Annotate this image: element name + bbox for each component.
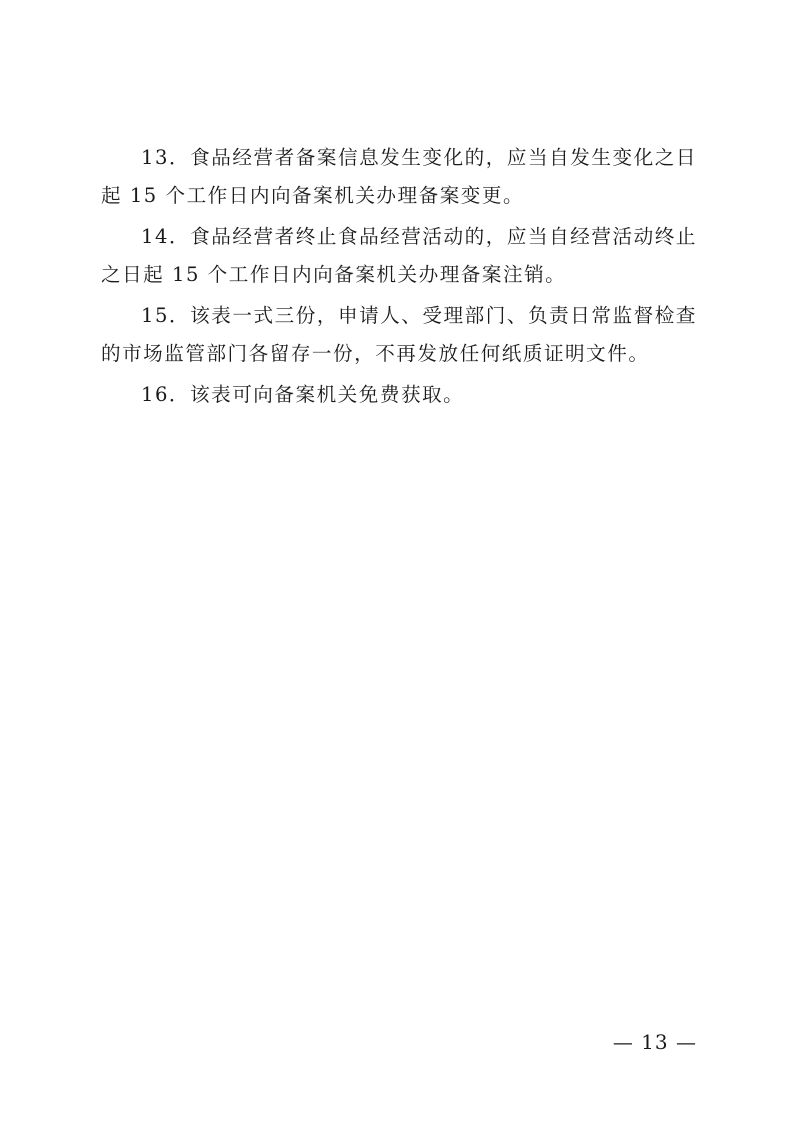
- paragraph-item-14: 14．食品经营者终止食品经营活动的，应当自经营活动终止之日起 15 个工作日内向备案机关办理备案注销。: [101, 225, 697, 286]
- document-body: [101, 139, 697, 418]
- paragraph-item-15: 15．该表一式三份，申请人、受理部门、负责日常监督检查的市场监管部门各留存一份，不再发放任何纸质证明文件。: [101, 304, 697, 365]
- page-number: — 13 —: [612, 1030, 697, 1054]
- paragraph-item-16: 16．该表可向备案机关免费获取。: [141, 383, 465, 406]
- paragraph-item-13: 13．食品经营者备案信息发生变化的，应当自发生变化之日起 15 个工作日内向备案机关办理备案变更。: [101, 146, 697, 207]
